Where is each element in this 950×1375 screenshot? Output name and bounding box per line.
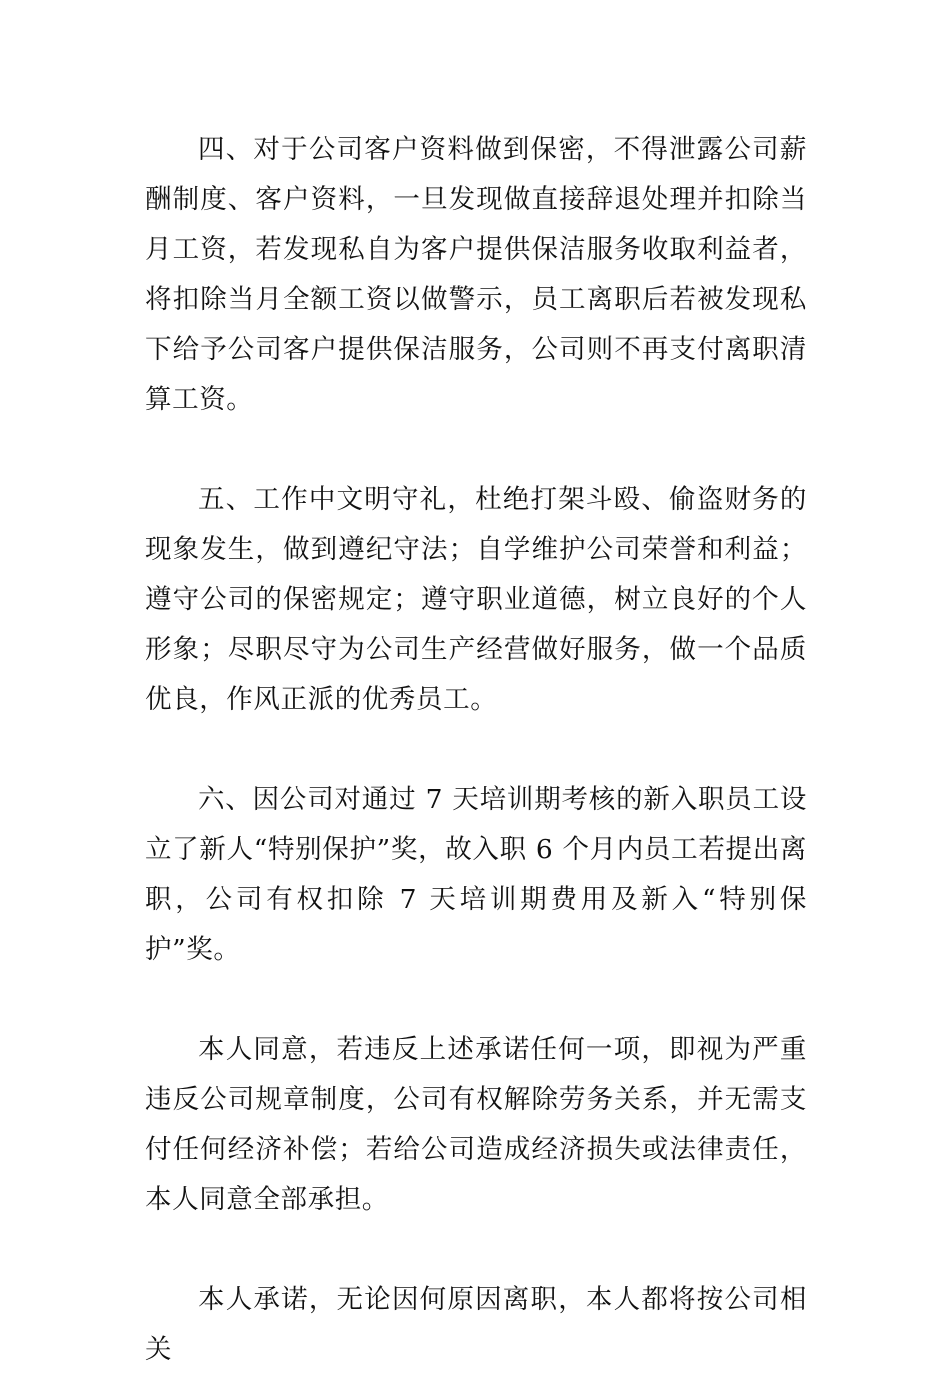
document-page [145, 125, 807, 1375]
paragraph-spacer [145, 725, 807, 775]
paragraph-spacer [145, 975, 807, 1025]
commitment-paragraph: 本人承诺，无论因何原因离职，本人都将按公司相关 [145, 1284, 807, 1365]
consent-paragraph: 本人同意，若违反上述承诺任何一项，即视为严重违反公司规章制度，公司有权解除劳务关系，并无需支付任何经济补偿；若给公司造成经济损失或法律责任，本人同意全部承担。 [145, 1034, 807, 1215]
paragraph-spacer [145, 425, 807, 475]
clause-four-paragraph: 四、对于公司客户资料做到保密，不得泄露公司薪酬制度、客户资料，一旦发现做直接辞退处理并扣除当月工资，若发现私自为客户提供保洁服务收取利益者，将扣除当月全额工资以做警示，员工离职后若被发现私下给予公司客户提供保洁服务，公司则不再支付离职清算工资。 [145, 134, 807, 415]
clause-six-paragraph: 六、因公司对通过 7 天培训期考核的新入职员工设立了新人“特别保护”奖，故入职 6 个月内员工若提出离职，公司有权扣除 7 天培训期费用及新入“特别保护”奖。 [145, 784, 807, 965]
clause-five-paragraph: 五、工作中文明守礼，杜绝打架斗殴、偷盗财务的现象发生，做到遵纪守法；自学维护公司荣誉和利益；遵守公司的保密规定；遵守职业道德，树立良好的个人形象；尽职尽守为公司生产经营做好服务，做一个品质优良，作风正派的优秀员工。 [145, 484, 807, 715]
paragraph-spacer [145, 1225, 807, 1275]
